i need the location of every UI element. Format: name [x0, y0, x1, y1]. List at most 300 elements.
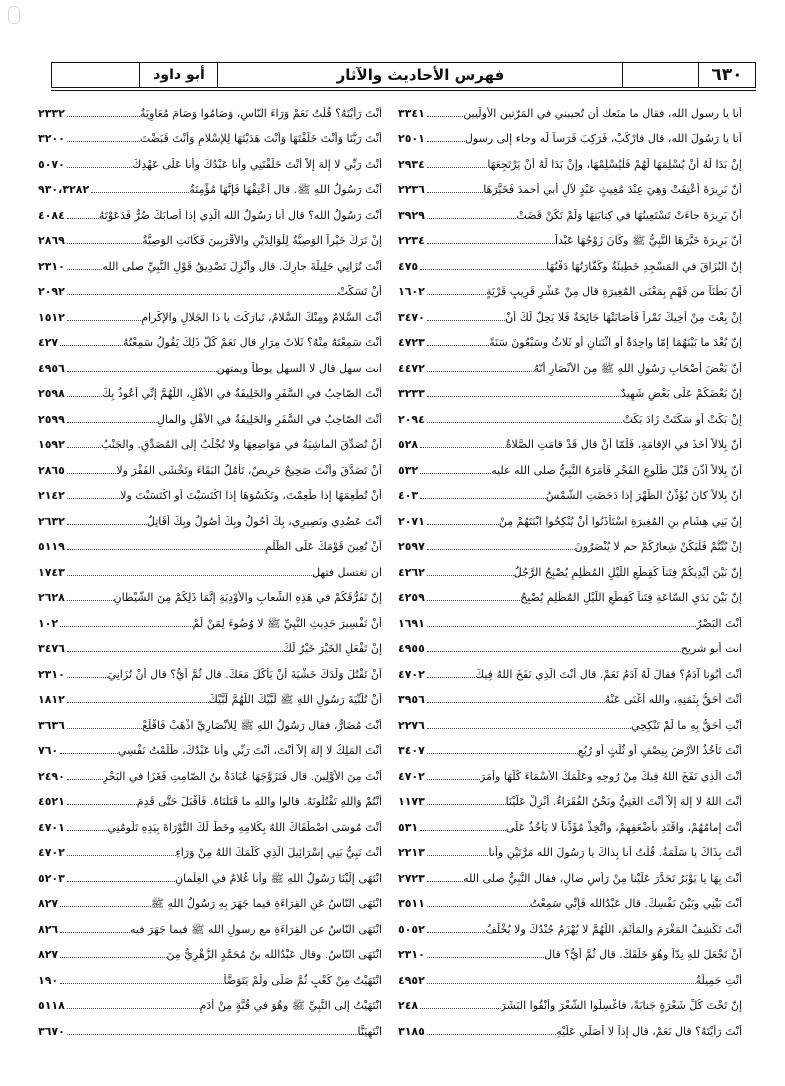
leader-dots [67, 319, 141, 321]
index-entry [38, 172, 382, 198]
leader-dots [427, 523, 499, 525]
entry-number: ٨٢٧ [38, 948, 59, 962]
title-cell [218, 63, 623, 87]
entry-text: إنّ البُزَاقَ في المَسْجِدِ خَطِيئَةٌ وكَفَّارَتُهَا دَفْنُهَا [546, 259, 742, 273]
entry-number: ٣٦٧٠ [38, 1024, 65, 1038]
entry-number: ٥٢٠٣ [38, 871, 65, 885]
leader-dots [427, 625, 696, 627]
leader-dots [427, 752, 578, 754]
entry-number: ١٦٩١ [398, 616, 425, 630]
leader-dots [420, 1007, 500, 1009]
leader-dots [91, 191, 189, 193]
leader-dots [427, 1033, 556, 1035]
entry-text: أَنْتَ نَبِيُّ بَنِي إسْرَائِيلَ الّذِي كَلَّمَكَ اللهُ مِنْ وَرَاءِ [175, 846, 382, 860]
leader-dots [427, 548, 575, 550]
leader-dots [67, 166, 132, 168]
entry-number: ١٥١٢ [38, 310, 65, 324]
leader-dots [420, 268, 546, 270]
leader-dots [67, 701, 209, 703]
index-entry [398, 274, 742, 300]
index-entry [38, 886, 382, 912]
leader-dots [427, 217, 517, 219]
index-entry [38, 835, 382, 861]
index-entry [398, 121, 742, 147]
entry-text: أَنْتَ بِذَاكَ يا سَلَمَةُ. قُلْتُ أنا بِذاكَ يا رَسُولَ الله مَرَّتَيْنِ وأنا [488, 846, 742, 860]
leader-dots [67, 293, 338, 295]
entry-number: ١٨١٢ [38, 693, 65, 707]
entry-number: ٢٠٩٤ [398, 412, 425, 426]
index-entry [38, 478, 382, 504]
leader-dots [427, 778, 480, 780]
entry-text: إنْ بُيِّتُّمْ فَلْيَكُنْ شِعارُكُمْ حم لا يُنْصَرُونَ [574, 540, 742, 554]
entry-number: ٢٨٦٩ [38, 234, 65, 248]
leader-dots [67, 778, 103, 780]
entry-number: ٢٦٣٢ [38, 514, 65, 528]
entry-text: أَنْتَ اللهُ لا إلهَ إلاّ أَنْتَ الغَنِيُّ ونَحْنُ الفُقَرَاءُ. أنْزِلْ عَلَيْنَا [505, 795, 742, 809]
leader-dots [67, 548, 265, 550]
leader-dots [67, 268, 103, 270]
index-entry [38, 784, 382, 810]
index-entry [38, 223, 382, 249]
page-header [51, 62, 756, 88]
leader-dots [420, 446, 506, 448]
entry-text: أَنْتَ بَيْنِي وبَيْنَ نَفْسِكَ. قال عَبْدُالله فَإنِّي سَمِعْتُ [529, 897, 742, 911]
entry-text: أَنْتَ تَكْشِفُ المَغْرَمَ والمَأْثَمَ، اللّهُمَّ لا يُهْزَمُ جُنْدُكَ ولا يُخْلَفُ [485, 922, 742, 936]
entry-text: أنا يا رسول الله، فقال ما منَعك أن تُجيبني في المَرّتين الأُولَيين [463, 106, 742, 120]
index-entry [38, 1013, 382, 1039]
index-entry [398, 452, 742, 478]
entry-text: أنّ بِلالاً أذَّنَ قَبْلَ طُلُوعِ الفَجْرِ فَأَمَرَهُ النَّبِيُّ صلى الله عليه [491, 463, 742, 477]
header-rule [51, 90, 756, 91]
entry-text: أَنْتَ إمامُهُمْ، واقْتَدِ بأَضْعَفِهِمْ، واتَّخِذْ مُؤَذِّناً لا يَأْخُذُ عَلَى [505, 820, 742, 834]
entry-text: أَنْ تَصَدَّقَ وأَنْتَ صَحِيحٌ حَرِيصٌ، تَأْمُلُ البَقَاءَ وتَخْشَى الفَقْرَ ولا [116, 463, 382, 477]
entry-number: ١٦٠٢ [398, 285, 425, 299]
entry-text: أَنْتَ رَأَيْتَهُ؟ قال نَعَمْ، قال إذاً لا أُصَلِّي عَلَيْهِ [556, 1024, 742, 1038]
index-entry [38, 274, 382, 300]
entry-number: ٧٦٠ [38, 744, 59, 758]
leader-dots [427, 701, 605, 703]
index-entry [398, 758, 742, 784]
leader-dots [67, 829, 108, 831]
leader-dots [67, 574, 312, 576]
entry-number: ٣٤٠٧ [398, 744, 425, 758]
entry-number: ١٥٩٢ [38, 438, 65, 452]
leader-dots [427, 650, 681, 652]
entry-text: أَنْتَ البَصْرُ [696, 616, 742, 630]
entry-number: ٢٢٧٦ [398, 718, 425, 732]
index-entry [398, 631, 742, 657]
leader-dots [427, 166, 487, 168]
entry-text: أنّ بَطْنَاً من فَهْمٍ بِمَعْنَى المُغِيرَةِ قال مِنْ عَشْرٍ قَرِيبٍ قَرْيَةٍ [485, 285, 742, 299]
index-entry [38, 401, 382, 427]
leader-dots [67, 676, 108, 678]
index-entry [398, 886, 742, 912]
entry-text: أَنْتَ أَحَقُّ بِثَمَنِهِ، والله أغْنَى عَنْهُ [604, 693, 742, 707]
leader-dots [420, 497, 546, 499]
leader-dots [427, 421, 623, 423]
index-entry [38, 911, 382, 937]
leader-dots [427, 140, 465, 142]
entry-number: ٤٠٣ [398, 489, 419, 503]
index-entry [398, 197, 742, 223]
entry-number: ٢٢٣٤ [398, 234, 425, 248]
leader-dots [67, 472, 116, 474]
entry-number: ٢٨٦٥ [38, 463, 65, 477]
entry-text: أَنْتَ المَلِكُ لا إلهَ إلاّ أَنْتَ، أَنْتَ رَبِّي وأنا عَبْدُكَ، ظَلَمْتُ نَفْسِي [117, 744, 382, 758]
index-entry [38, 682, 382, 708]
entry-text: أَنْتَ مُضَارٌّ، فقال رَسُولُ اللهِ ﷺ لِلأَنْصَارِيِّ اذْهَبْ فَاقْلَعْ [142, 718, 382, 732]
index-entry [38, 860, 382, 886]
leader-dots [67, 523, 147, 525]
index-column-left [38, 95, 382, 1075]
entry-number: ٢٣١٠ [38, 259, 65, 273]
index-entry [38, 248, 382, 274]
leader-dots [67, 803, 137, 805]
leader-dots [420, 829, 506, 831]
index-entry [38, 937, 382, 963]
entry-number: ٤٧٠١ [38, 820, 65, 834]
entry-number: ٣٤٧٦ [38, 642, 65, 656]
entry-number: ٤٩٥٦ [38, 361, 65, 375]
leader-dots [427, 115, 463, 117]
leader-dots [427, 191, 483, 193]
leader-dots [427, 880, 463, 882]
entry-number: ٣١٨٥ [398, 1024, 425, 1038]
entry-number: ٥٣٢ [398, 463, 419, 477]
index-entry [398, 248, 742, 274]
entry-number: ٢٥٩٩ [38, 412, 65, 426]
leader-dots [60, 931, 130, 933]
entry-text: إنّ بَيْنَ أيْدِيكُمْ فِتَناً كَقِطَعِ اللَّيْلِ المُظْلِمِ يُصْبِحُ الرَّجُلُ [513, 565, 742, 579]
entry-text: أَنْ تُعِينَ قَوْمَكَ عَلَى الظُّلْمِ [264, 540, 382, 554]
index-entry [398, 605, 742, 631]
index-entry [38, 707, 382, 733]
entry-number: ٢٩٣٤ [398, 157, 425, 171]
leader-dots [67, 727, 142, 729]
index-entry [398, 937, 742, 963]
entry-text: أَنْتَ السَّلامُ ومِنْكَ السَّلامُ، تَبارَكْتَ يا ذا الجَلالِ والإكْرامِ [141, 310, 382, 324]
entry-number: ٢٢١٣ [398, 846, 425, 860]
leader-dots [67, 650, 283, 652]
entry-number: ١٧٤٣ [38, 565, 65, 579]
entry-text: أَنْتَ رَسُولُ اللهِ ﷺ. قال أعْتِقْهَا فَإنَّهَا مُؤْمِنَةٌ [189, 183, 382, 197]
header-divider [698, 63, 700, 87]
index-entry [38, 580, 382, 606]
entry-number: ٩٣٠،٣٢٨٢ [38, 183, 90, 197]
leader-dots [67, 242, 142, 244]
entry-number: ٣٥١١ [398, 897, 425, 911]
index-entry [398, 401, 742, 427]
index-entry [398, 350, 742, 376]
leader-dots [67, 880, 175, 882]
index-entry [38, 758, 382, 784]
entry-number: ١٠٢ [38, 616, 59, 630]
entry-number: ٤٥٢١ [38, 795, 65, 809]
leader-dots [67, 446, 101, 448]
entry-number: ٢٣١٠ [398, 948, 425, 962]
leader-dots [427, 395, 621, 397]
leader-dots [67, 115, 140, 117]
entry-number: ٣٢٠٠ [38, 132, 65, 146]
entry-number: ٤٩٥٥ [398, 642, 425, 656]
entry-number: ٤٢٦٢ [398, 565, 425, 579]
entry-text: أنا يا رَسُولَ الله، قال فارْكَبْ، فَرَكِبَ فَرَساً لَه وجاء إلى رسول [464, 132, 742, 146]
entry-number: ٢٥٠١ [398, 132, 425, 146]
entry-text: انْتَهَى النّاسُ عن القِرَاءَةِ مع رسولِ الله ﷺ فيما جَهَرَ فيه [129, 922, 382, 936]
leader-dots [427, 905, 530, 907]
index-entry [38, 121, 382, 147]
entry-number: ٥١١٨ [38, 999, 65, 1013]
leader-dots [67, 140, 140, 142]
leader-dots [427, 982, 696, 984]
entry-number: ٥٠٥٢ [398, 922, 425, 936]
entry-text: إنْ بَكَتْ أو سَكَتَتْ زَادَ بَكَتْ [622, 412, 742, 426]
entry-text: إنْ تَفْعَلِ الخَيْرَ خَيْرٌ لَكَ [282, 642, 382, 656]
index-entry [398, 478, 742, 504]
page-title: فهرس الأحاديث والآثار [336, 66, 505, 84]
leader-dots [427, 370, 534, 372]
index-entry [398, 682, 742, 708]
entry-number: ٣٤٧٠ [398, 310, 425, 324]
entry-number: ٢٣١٠ [38, 667, 65, 681]
leader-dots [427, 293, 486, 295]
index-entry [398, 580, 742, 606]
index-entry [38, 503, 382, 529]
index-entry [398, 656, 742, 682]
index-entry [38, 197, 382, 223]
header-divider [139, 63, 141, 87]
leader-dots [60, 956, 166, 958]
index-entry [38, 146, 382, 172]
leader-dots [60, 344, 123, 346]
index-entry [38, 631, 382, 657]
index-entry [38, 605, 382, 631]
entry-number: ٤٢٧ [38, 336, 59, 350]
entry-text: أَنْتُمْ وَاللهِ تَقْتُلُونَهُ. قالوا واللهِ ما قَتَلْنَاهُ. فَأَقْبَلَ حَتَّى قَدِمَ [136, 795, 382, 809]
entry-text: إنْ بِعْتَ مِنْ أخِيكَ تَمْراً فَأَصَابَتْهَا جَائِحَةٌ فَلا يَحِلُّ لَكَ أَنْ [505, 310, 742, 324]
index-entry [38, 529, 382, 555]
leader-dots [67, 395, 102, 397]
entry-text: انْتَهَى إلَيْنَا رَسُولُ اللهِ ﷺ وأنا غُلامٌ في الغِلْمانِ [175, 871, 382, 885]
entry-text: أَنْتَ تَأخُذُ الأرْضَ بِنِصْفٍ أو ثُلُثٍ أو رُبُعٍ [577, 744, 742, 758]
index-entry [398, 860, 742, 886]
index-entry [38, 350, 382, 376]
entry-number: ٤٧٠٢ [398, 667, 425, 681]
entry-text: انْتَهَى النّاسُ. وقال عَبْدُالله بنُ مُحَمَّدٍ الزُّهْرِيُّ مِنَ [166, 948, 382, 962]
index-entry [38, 427, 382, 453]
entry-text: انْتَهَى النّاسُ عَنِ القِرَاءَةِ فيما جَهَرَ بِهِ رَسُولُ اللهِ ﷺ [150, 897, 382, 911]
entry-number: ٥٢٨ [398, 438, 419, 452]
index-entry [398, 835, 742, 861]
leader-dots [427, 574, 514, 576]
leader-dots [67, 1007, 200, 1009]
entry-text: أَنْتَ رَأَيْتَهُ؟ قُلْتُ نَعَمْ وَرَاءَ النّاسِ، وَصَامُوا وَصَامَ مُعَاوِيَةُ [140, 106, 382, 120]
entry-text: أَنْ تَقْتُلَ وَلَدَكَ خَشْيَةَ أَنْ يَأْكُلَ مَعَكَ. قال ثُمَّ أَيُّ؟ قال أَنْ تُزَانِيَ [107, 667, 382, 681]
leader-dots [427, 676, 475, 678]
index-entry [398, 784, 742, 810]
index-entry [398, 733, 742, 759]
leader-dots [427, 242, 555, 244]
entry-text: أَنْتَ رَسُولُ الله؟ قال أنا رَسُولُ الله الّذِي إذا أصابَكَ ضُرٌّ فَدَعَوْتَهُ [98, 208, 382, 222]
index-entry [38, 962, 382, 988]
leader-dots [427, 727, 631, 729]
entry-text: أَنْتَ رَبِّي لا إلهَ إلاّ أَنْتَ خَلَقْتَنِي وأنا عَبْدُكَ وأنا عَلَى عَهْدِكَ [132, 157, 382, 171]
index-entry [38, 299, 382, 325]
leader-dots [67, 599, 114, 601]
entry-number: ٥٣١ [398, 820, 419, 834]
entry-text: انت سهل قال لا السهل يوطأ ويمتهن [216, 361, 382, 375]
entry-text: أنّ بِلالاً أخَذَ في الإقامَةِ، فَلَمّا أنْ قال قَدْ قامَتِ الصَّلاةُ [505, 438, 742, 452]
entry-text: أَنْ تَفْسِيرَ حَدِيثِ النَّبِيِّ ﷺ لا وُضُوءَ لِمَنْ لَمْ [192, 616, 382, 630]
entry-text: أنّ بِلالاً كانَ يُؤَذِّنُ الظُّهْرَ إذا دَحَضَتِ الشَّمْسُ [545, 489, 742, 503]
index-entry [38, 376, 382, 402]
index-entry [38, 554, 382, 580]
entry-text: انْتَهَيْتُ إلى النَّبِيِّ ﷺ وهُوَ في قُبَّةٍ مِنْ أَدَمٍ [199, 999, 382, 1013]
entry-text: أَنْتَ الّذِي نَفَخَ اللهُ فِيكَ مِنْ رُوحِهِ وعَلَّمَكَ الأسْمَاءَ كُلَّهَا وأَمَرَ [480, 769, 742, 783]
entry-text: أَنْتَ الصّاحِبُ في السَّفَرِ والخَلِيفَةُ في الأَهْلِ والمالِ [156, 412, 382, 426]
leader-dots [67, 421, 157, 423]
page-number: ٦٣٠ [711, 65, 743, 85]
entry-text: إنّ بَعْضَكُمْ عَلَى بَعْضٍ شَهِيدٌ [620, 387, 742, 401]
entry-text: أَنْتِ جَمِيلَةُ [695, 973, 742, 987]
entry-number: ٤٧٠٢ [38, 846, 65, 860]
book-cell [140, 63, 218, 87]
entry-number: ٢٢٣٦ [398, 183, 425, 197]
entry-text: أنْ تَسَكَّتْ [337, 285, 382, 299]
entry-text: انْتَهِيَنَّا [357, 1024, 382, 1038]
entry-number: ٤٢٥٩ [398, 591, 425, 605]
index-entry [398, 223, 742, 249]
leader-dots [427, 344, 489, 346]
entry-text: إنّ بَنِي هِشَامِ بنِ المُغِيرَةِ اسْتَأْذَنُوا أَنْ يُنْكِحُوا ابْنَتَهُمْ مِنْ [498, 514, 742, 528]
leader-dots [427, 319, 505, 321]
entry-number: ٤٤٧٢ [398, 361, 425, 375]
entry-text: إنّ تَحْتَ كُلِّ شَعْرَةٍ جَنابَةً، فاغْسِلُوا الشَّعْرَ وأَنْقُوا البَشَرَ [500, 999, 742, 1013]
leader-dots [60, 752, 118, 754]
page-number-cell [699, 63, 755, 87]
entry-number: ٤٧٢٣ [398, 336, 425, 350]
entry-number: ٥٠٧٠ [38, 157, 65, 171]
entry-text: أنّ بَرِيرَةَ أُعْتِقَتْ وَهِيَ عِنْدَ مُغِيثٍ عَبْدٍ لآلِ أبي أحمدَ فَخَيَّرَهَا [483, 183, 742, 197]
entry-number: ٣٣٤١ [398, 106, 425, 120]
entry-text: أَنْتَ سَمِعْتَهُ مِنْهُ؟ ثَلاثَ مِرَارٍ قال نَعَمْ كُلَّ ذَلِكَ يَقُولُ سَمِعْتُهُ [122, 336, 382, 350]
page-corner-mark [8, 6, 20, 24]
index-entry [38, 95, 382, 121]
entry-number: ٣٩٢٩ [398, 208, 425, 222]
entry-text: إنّ تَفَرُّقَكُمْ في هَذِهِ الشِّعابِ والأَوْدِيَةِ إنَّمَا ذَلِكُمْ مِنَ الشَّيْطانِ [113, 591, 382, 605]
entry-text: أَنْتِ أَحَقُّ بِهِ ما لَمْ تَنْكِحِي [630, 718, 742, 732]
entry-text: ان تغتسل فتهل [312, 565, 382, 579]
entry-text: أَنْتَ بِهَا يا يَوْبَرُ تَحَدَّرَ عَلَيْنا مِنْ رَأْسِ ضالٍ، فقال النَّبِيُّ صلى الله [463, 871, 742, 885]
entry-text: أنّ بَعْضَ أَصْحَابِ رَسُولِ اللهِ ﷺ مِنَ الأنْصَارِ أنّهُ [533, 361, 742, 375]
index-column-right [398, 95, 742, 1075]
leader-dots [67, 1033, 358, 1035]
entry-text: إنْ بَدَا لَهُ أَنْ يُسْلِمَهَا لَهُمْ فَلْيُسْلِمْهَا، وإنْ بَدَا لَهُ أَنْ يَرْتَجِعَهَا [487, 157, 742, 171]
index-entry [398, 146, 742, 172]
entry-number: ٤٧٠٢ [398, 769, 425, 783]
entry-number: ١١٧٣ [398, 795, 425, 809]
index-entry [398, 503, 742, 529]
entry-text: أَنْتَ عَضُدِي ونَصِيرِي، بِكَ أَحُولُ وبِكَ أَصُولُ وبِكَ أُقَاتِلُ [146, 514, 382, 528]
entry-number: ٨٢٦ [38, 922, 59, 936]
entry-number: ٢٠٩٢ [38, 285, 65, 299]
leader-dots [427, 803, 506, 805]
entry-text: انْتَهَيْتُ مِنْ كَعْبٍ ثُمَّ صَلَّى ولَمْ يَتَوَضَّأْ [223, 973, 382, 987]
entry-number: ٢٦٢٨ [38, 591, 65, 605]
leader-dots [67, 497, 120, 499]
index-entry [398, 95, 742, 121]
entry-number: ٨٢٧ [38, 897, 59, 911]
index-entry [398, 427, 742, 453]
entry-text: أَنْتَ مُوسَى اصْطَفَاكَ اللهُ بِكَلامِهِ وخَطَّ لَكَ التَّوْرَاةَ بِيَدِهِ تَلُومُنِي [107, 820, 382, 834]
entry-number: ٢٥٩٧ [398, 540, 425, 554]
index-entry [398, 172, 742, 198]
entry-text: إنّ بَيْنَ يَدَيِ السّاعَةِ فِتَناً كَقِطَعِ اللَّيْلِ المُظْلِمِ يُصْبِحُ [520, 591, 742, 605]
entry-text: أَنْ تَجْعَلَ للهِ نِدّاً وهُوَ خَلَقَكَ. قال ثُمَّ أَيُّ؟ قال [544, 948, 742, 962]
index-entry [38, 988, 382, 1014]
entry-number: ٢٥٩٨ [38, 387, 65, 401]
entry-text: أَنْتَ رَبُّنَا وَأَنْتَ خَلَقْتَهَا وَأَنْتَ هَدَيْتَهَا لِلإسْلامِ وَأَنْتَ قَبَضْتَ [139, 132, 382, 146]
entry-number: ١٩٠ [38, 973, 59, 987]
index-entry [398, 1013, 742, 1039]
index-entry [398, 809, 742, 835]
entry-text: أَنْ تُصَدِّقَ الماشِيَةُ في مَوَاضِعِهَا ولا تُجْلَبُ إلى المُصَدِّقِ. والجَنْبُ [100, 438, 382, 452]
index-entry [398, 911, 742, 937]
entry-number: ٢٤٩٠ [38, 769, 65, 783]
entry-text: أنّ بَرِيرَةَ جاءَتْ تَسْتَعِينُهَا في كِتابَتِهَا وَلَمْ تَكُنْ قَضَتْ [516, 208, 742, 222]
entry-text: إنّ بُعْدَ ما بَيْنَهُمَا إمّا واحِدَةٌ أو اثْنَتانِ أو ثَلاثٌ وسَبْعُونَ سَنَةً [489, 336, 742, 350]
leader-dots [67, 854, 176, 856]
leader-dots [67, 217, 99, 219]
entry-number: ٢٧٢٣ [398, 871, 425, 885]
index-entry [38, 325, 382, 351]
index-entry [398, 325, 742, 351]
leader-dots [67, 370, 217, 372]
entry-number: ٥١١٩ [38, 540, 65, 554]
entry-number: ٢١٤٢ [38, 489, 65, 503]
index-entry [398, 707, 742, 733]
leader-dots [427, 854, 489, 856]
index-entry [398, 529, 742, 555]
index-entry [398, 962, 742, 988]
index-entry [38, 452, 382, 478]
entry-number: ٤٧٥ [398, 259, 419, 273]
index-entry [398, 554, 742, 580]
entry-number: ٢٠٧١ [398, 514, 425, 528]
index-entry [398, 299, 742, 325]
entry-text: انت أبو شريح [680, 642, 742, 656]
entry-text: أنّ بَرِيرَةَ خَيَّرَهَا النَّبِيُّ ﷺ وكَانَ زَوْجُهَا عَبْداً [554, 234, 742, 248]
entry-text: أَنْتَ تُزَانِي حَلِيلَةَ جارِكَ. قال وأُنْزِلَ تَصْدِيقُ قَوْلِ النَّبِيِّ صلى الله [102, 259, 382, 273]
leader-dots [427, 956, 544, 958]
entry-number: ٤٩٥٢ [398, 973, 425, 987]
entry-text: أَنْتَ أَبُونا آدَمُ؟ فقالَ لَهُ آدَمُ نَعَمْ. قال أَنْتَ الّذِي نَفَخَ اللهُ فِيكَ [475, 667, 742, 681]
entry-text: أَنْتَ مِنَ الأَوَّلِينَ. قال فَتَزَوَّجَهَا عُبَادَةُ بنُ الصّامِتِ فَغَزَا في البَحْرِ [102, 769, 382, 783]
entry-text: إنْ تَرَكَ خَيْراً الوَصِيَّةُ لِلْوَالِدَيْنِ والأَقْرَبِينَ فَكَانَتِ الوَصِيَّةُ [142, 234, 382, 248]
entry-text: أَنْ تُلَبِّيَةَ رَسُولِ اللهِ ﷺ لَبَّيْكَ اللّهُمَّ لَبَّيْكَ [208, 693, 382, 707]
entry-number: ٤٠٨٤ [38, 208, 65, 222]
index-entry [38, 656, 382, 682]
index-entry [38, 733, 382, 759]
entry-number: ٢٤٨ [398, 999, 419, 1013]
index-entry [38, 809, 382, 835]
leader-dots [420, 472, 491, 474]
entry-text: أَنْ تُطْعِمَهَا إذا طَعِمْتَ، وتَكْسُوَهَا إذا اكْتَسَيْتَ أو اكْتَسَبْتَ ولا [120, 489, 382, 503]
entry-text: أَنْتَ الصّاحِبُ في السَّفَرِ والخَلِيفَةُ في الأَهْلِ، اللّهُمَّ إنِّي أعُوذُ بِكَ [101, 387, 382, 401]
entry-number: ٢٣٣٢ [38, 106, 65, 120]
index-entry [398, 988, 742, 1014]
leader-dots [427, 931, 486, 933]
